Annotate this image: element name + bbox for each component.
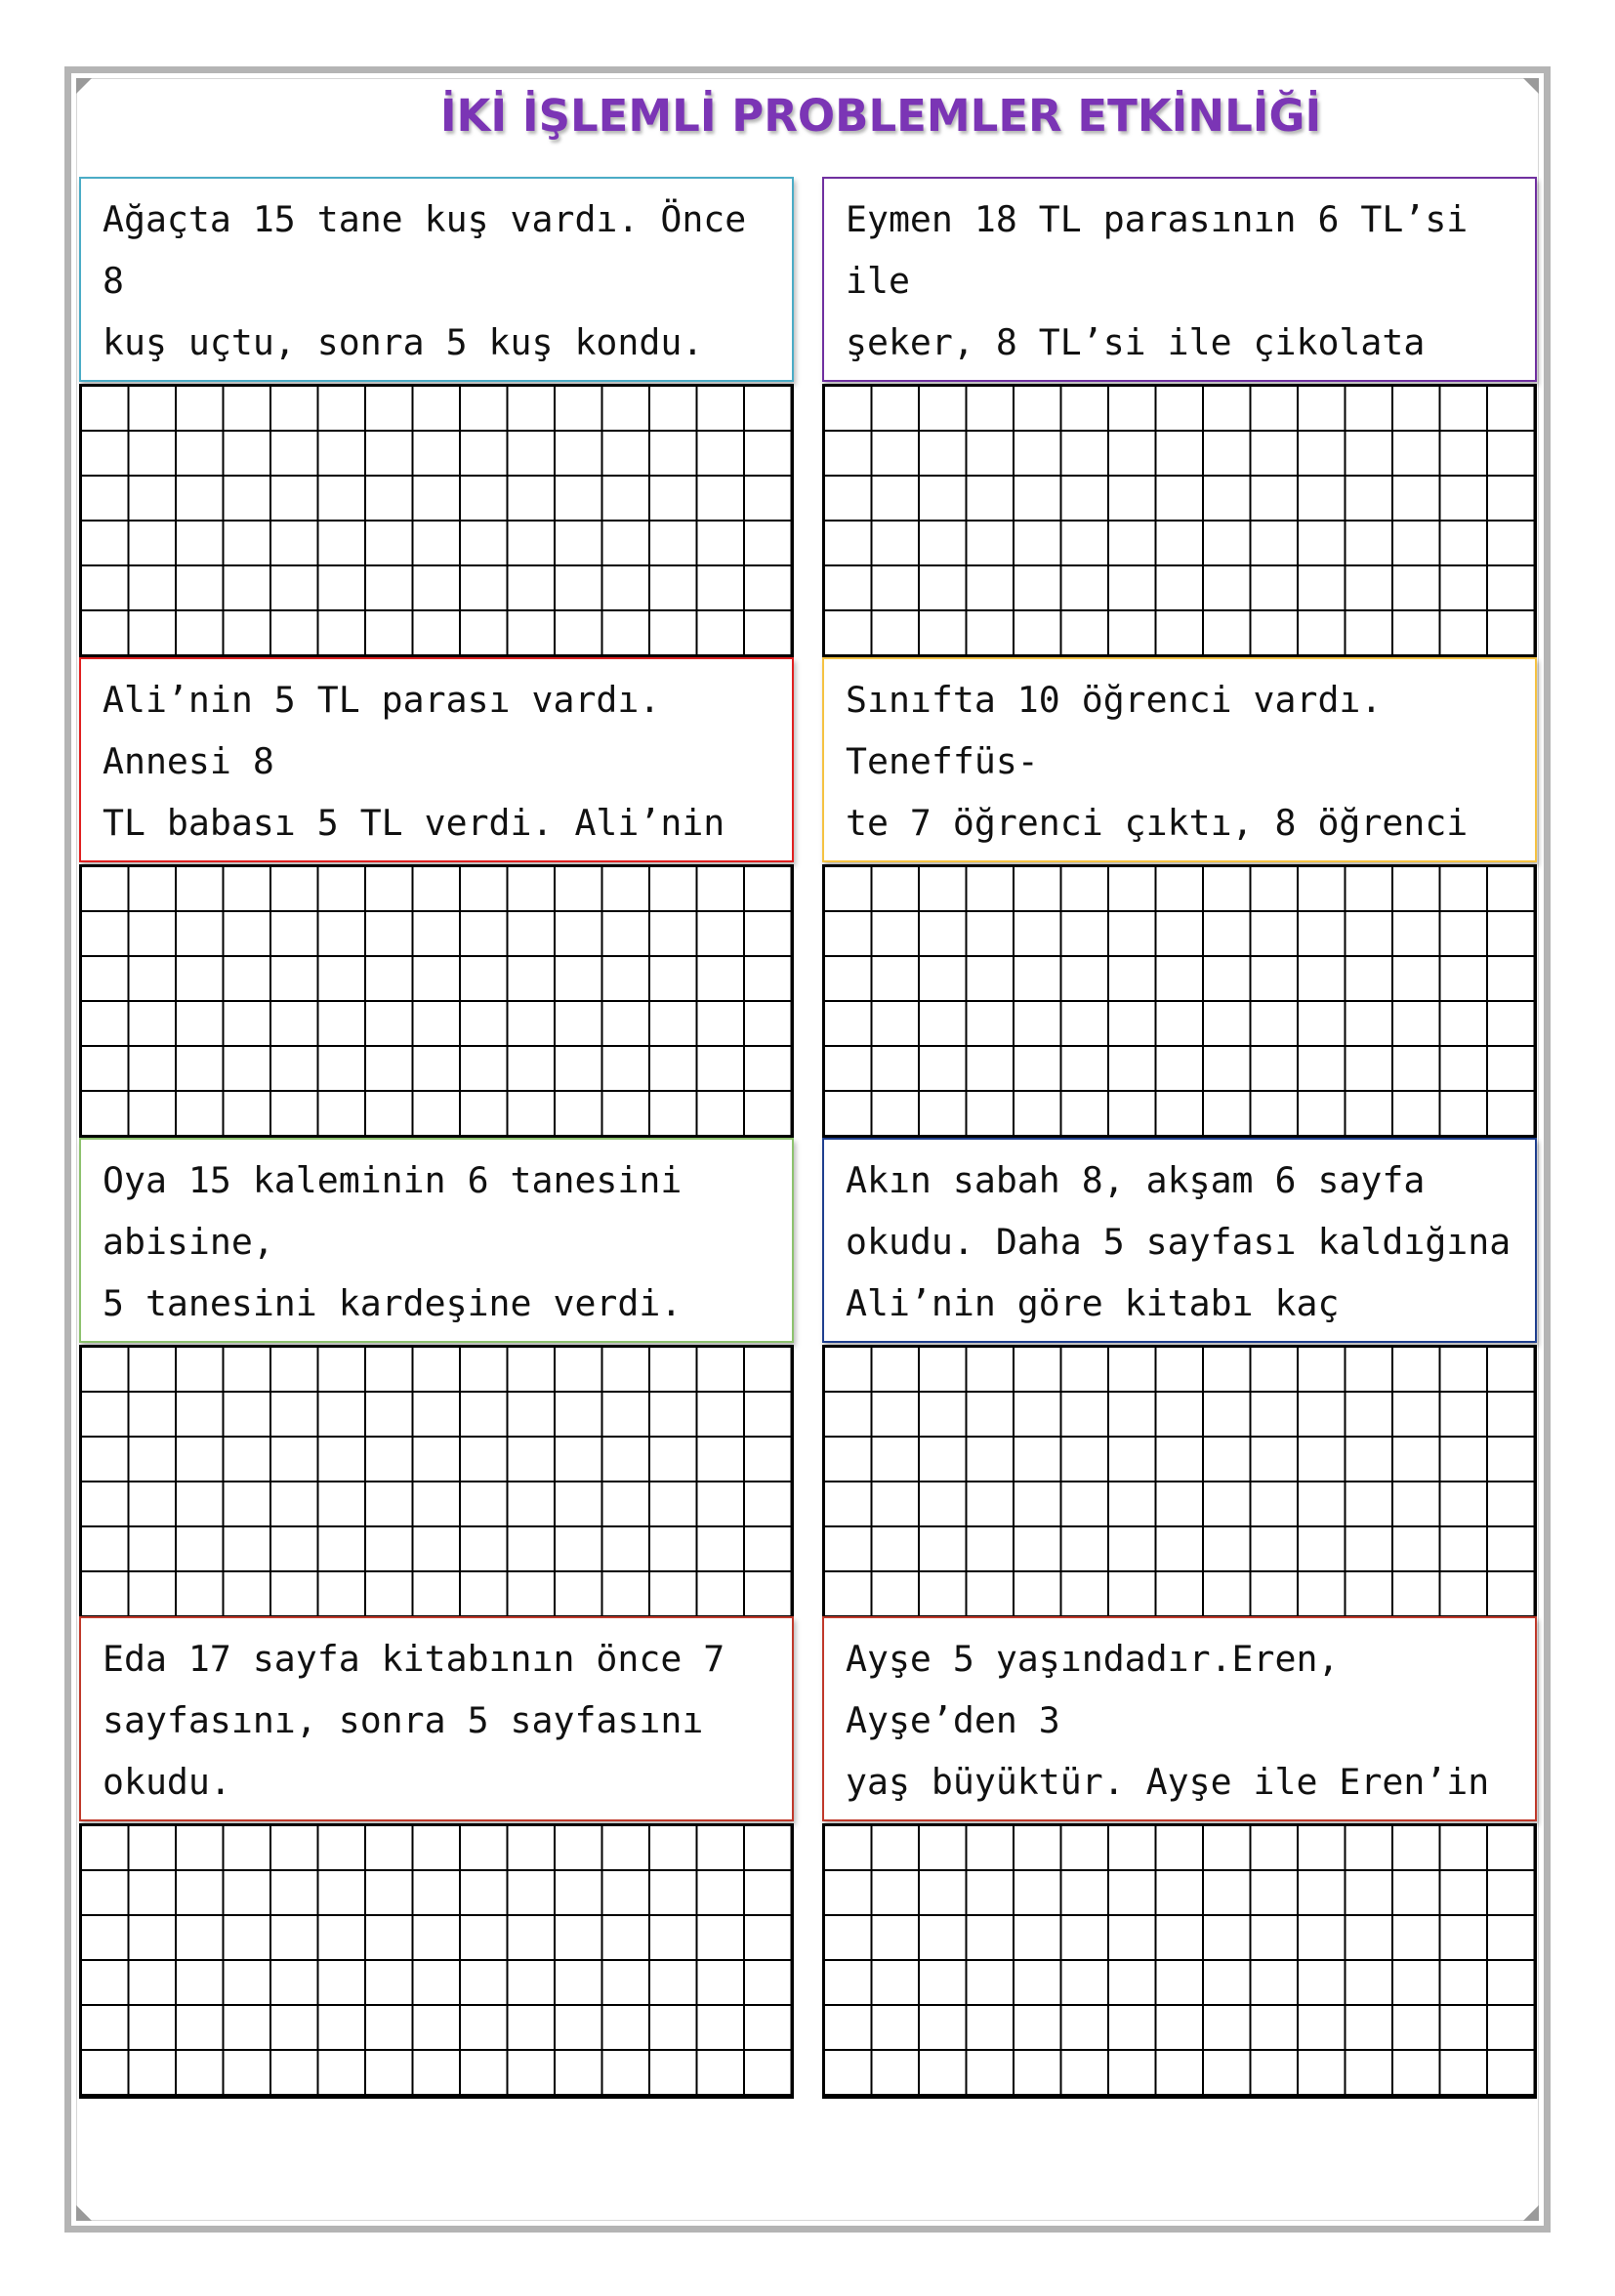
problem-box: Sınıfta 10 öğrenci vardı. Teneffüs- te 7 öğrenci çıktı, 8 öğrenci [822,657,1537,862]
corner-ornament [76,2205,92,2221]
problem-box: Oya 15 kaleminin 6 tanesini abisine, 5 tanesini kardeşine verdi. [79,1138,794,1343]
problem-box: Ali’nin 5 TL parası vardı. Annesi 8 TL babası 5 TL verdi. Ali’nin [79,657,794,862]
answer-grid[interactable] [79,1823,794,2099]
answer-grid[interactable] [822,384,1537,657]
answer-grid[interactable] [79,1345,794,1618]
answer-grid[interactable] [79,384,794,657]
answer-grid[interactable] [822,1823,1537,2099]
problem-box: Ayşe 5 yaşındadır.Eren, Ayşe’den 3 yaş büyüktür. Ayşe ile Eren’in [822,1616,1537,1821]
answer-grid[interactable] [822,864,1537,1138]
corner-ornament [1523,2205,1539,2221]
problem-box: Eda 17 sayfa kitabının önce 7 sayfasını, sonra 5 sayfasını okudu. [79,1616,794,1821]
answer-grid[interactable] [822,1345,1537,1618]
page-title: İKİ İŞLEMLİ PROBLEMLER ETKİNLİĞİ [439,90,1322,142]
problem-box: Ağaçta 15 tane kuş vardı. Önce 8 kuş uçtu, sonra 5 kuş kondu. [79,177,794,382]
answer-grid[interactable] [79,864,794,1138]
problem-box: Akın sabah 8, akşam 6 sayfa okudu. Daha 5 sayfası kaldığına Ali’nin göre kitabı kaç [822,1138,1537,1343]
problem-box: Eymen 18 TL parasının 6 TL’si ile şeker, 8 TL’si ile çikolata [822,177,1537,382]
